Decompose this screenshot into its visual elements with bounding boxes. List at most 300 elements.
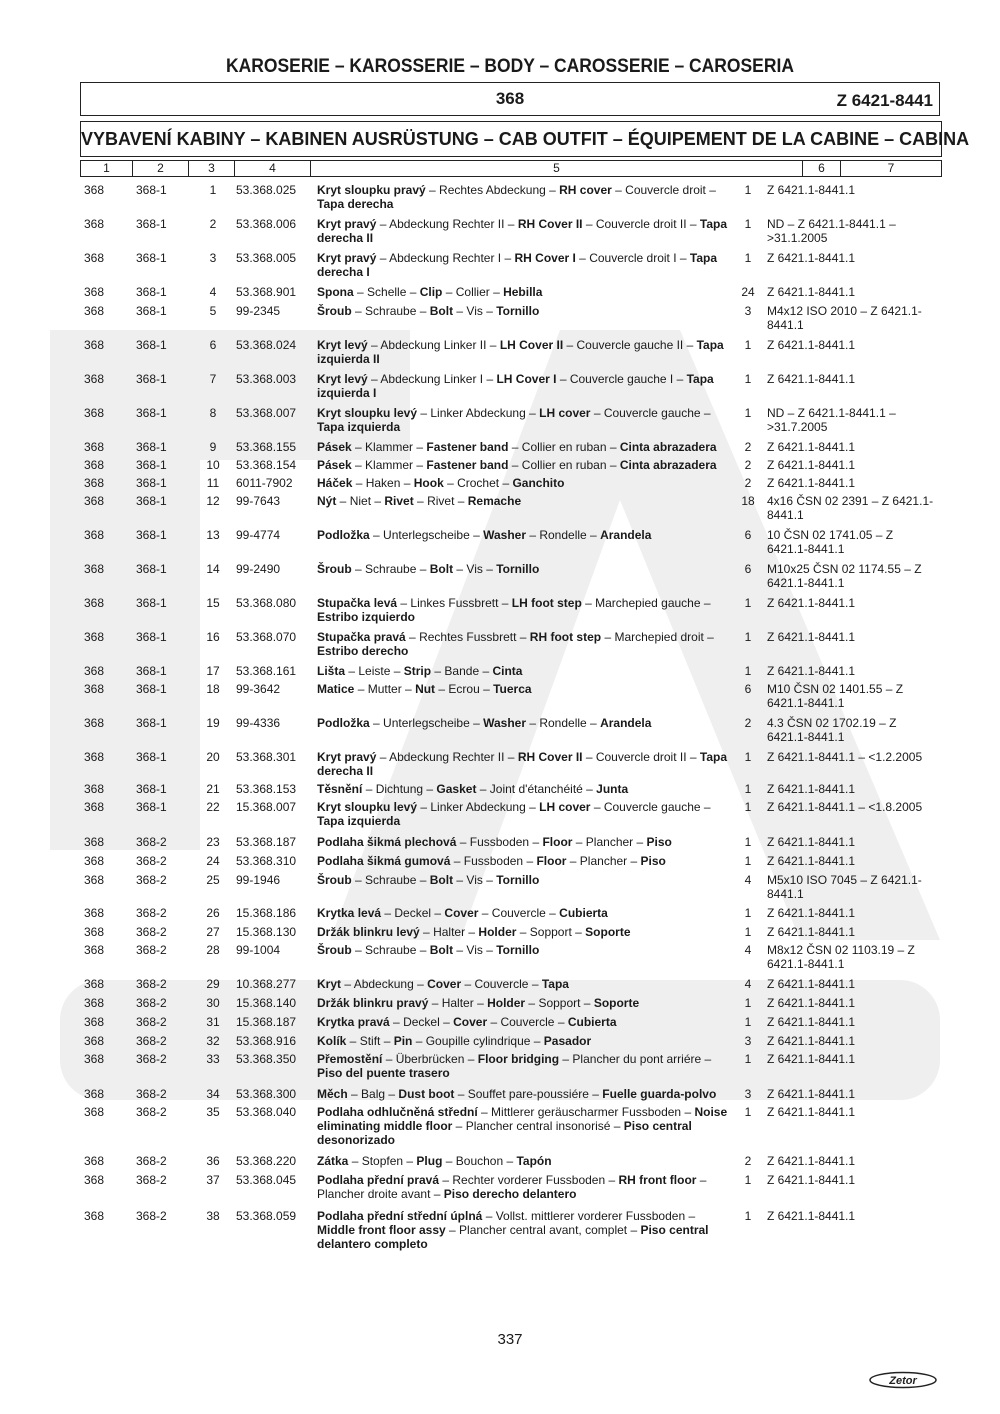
group-number: 368 (84, 1209, 105, 1223)
description-fr: Plancher (579, 854, 628, 868)
figure-number: 368-1 (136, 682, 167, 696)
description-fr: Ecrou (448, 682, 480, 696)
figure-number: 368-2 (136, 873, 167, 887)
description-en: RH Cover II (517, 750, 583, 764)
column-header: 3 (189, 161, 235, 176)
part-number: 53.368.005 (236, 251, 297, 265)
description-de: Balg (361, 1087, 386, 1101)
applicability-note: Z 6421.1-8441.1 (767, 1173, 856, 1187)
part-number: 53.368.045 (236, 1173, 297, 1187)
figure-number: 368-2 (136, 1209, 167, 1223)
figure-number: 368-1 (136, 664, 167, 678)
description-de: Stift (359, 1034, 381, 1048)
description-fr: Vis (466, 304, 483, 318)
part-description: Podlaha šikmá plechová – Fussboden – Floor – Plancher – Piso (317, 835, 672, 849)
description-en: Middle front floor assy (317, 1223, 446, 1237)
applicability-note: Z 6421.1-8441.1 (767, 338, 856, 352)
applicability-note: Z 6421.1-8441.1 (767, 1015, 856, 1029)
figure-number: 368-2 (136, 1034, 167, 1048)
part-number: 99-1004 (236, 943, 281, 957)
part-number: 99-4774 (236, 528, 281, 542)
part-description: Těsnění – Dichtung – Gasket – Joint d'étanchéité – Junta (317, 782, 629, 796)
group-number: 368 (84, 562, 105, 576)
part-description: Kryt sloupku pravý – Rechtes Abdeckung – RH cover – Couvercle droit – Tapa derecha (317, 183, 716, 211)
description-en: Washer (483, 528, 526, 542)
figure-number: 368-1 (136, 562, 167, 576)
description-es: Tapa derecha II (317, 750, 728, 778)
description-en: Cover (427, 977, 462, 991)
description-en: RH foot step (529, 630, 602, 644)
part-description: Podlaha přední střední úplná – Vollst. mittlerer vorderer Fussboden – Middle front floor assy – Plancher central avant, complet – Piso central delantero completo (317, 1209, 709, 1251)
description-cz: Kryt sloupku levý (317, 800, 418, 814)
applicability-note: Z 6421.1-8441.1 (767, 458, 856, 472)
group-number: 368 (84, 251, 105, 265)
description-de: Vollst. mittlerer vorderer Fussboden (495, 1209, 686, 1223)
quantity: 1 (744, 1015, 752, 1029)
description-cz: Krytka pravá (317, 1015, 390, 1029)
description-de: Mittlerer geräuscharmer Fussboden (491, 1105, 682, 1119)
description-fr: Couvercle (474, 977, 529, 991)
part-description: Pásek – Klammer – Fastener band – Collier en ruban – Cinta abrazadera (317, 458, 717, 472)
quantity: 18 (741, 494, 755, 508)
figure-number: 368-1 (136, 716, 167, 730)
description-en: Bolt (429, 304, 454, 318)
description-cz: Zátka (317, 1154, 349, 1168)
part-number: 53.368.161 (236, 664, 297, 678)
description-en: Bolt (429, 562, 454, 576)
position-number: 24 (206, 854, 220, 868)
description-fr: Marchepied droit (614, 630, 704, 644)
group-number: 368 (84, 458, 105, 472)
description-fr: Vis (466, 562, 483, 576)
description-cz: Měch (317, 1087, 348, 1101)
description-en: Fastener band (426, 458, 509, 472)
position-number: 4 (209, 285, 217, 299)
part-description: Kryt pravý – Abdeckung Rechter II – RH Cover II – Couvercle droit II – Tapa derecha II (317, 217, 728, 245)
description-de: Schraube (365, 873, 417, 887)
part-number: 53.368.155 (236, 440, 297, 454)
applicability-note: M5x10 ISO 7045 – Z 6421.1-8441.1 (767, 873, 922, 901)
description-de: Rechter vorderer Fussboden (452, 1173, 606, 1187)
description-es: Piso central delantero completo (317, 1223, 709, 1251)
part-description: Kolík – Stift – Pin – Goupille cylindrique – Pasador (317, 1034, 592, 1048)
position-number: 28 (206, 943, 220, 957)
part-number: 99-4336 (236, 716, 281, 730)
part-description: Stupačka pravá – Rechtes Fussbrett – RH foot step – Marchepied droit – Estribo derecho (317, 630, 714, 658)
part-description: Šroub – Schraube – Bolt – Vis – Tornillo (317, 304, 540, 318)
description-en: Bolt (429, 943, 454, 957)
description-en: Holder (487, 996, 526, 1010)
description-de: Fussboden (469, 835, 530, 849)
position-number: 35 (206, 1105, 220, 1119)
description-fr: Vis (466, 873, 483, 887)
quantity: 1 (744, 183, 752, 197)
description-fr: Rivet (427, 494, 455, 508)
figure-number: 368-1 (136, 750, 167, 764)
description-fr: Couvercle gauche II (576, 338, 684, 352)
description-cz: Podlaha přední střední úplná (317, 1209, 483, 1223)
description-de: Klammer (365, 440, 414, 454)
quantity: 1 (744, 854, 752, 868)
description-es: Piso (646, 835, 672, 849)
quantity: 6 (744, 562, 752, 576)
figure-number: 368-2 (136, 906, 167, 920)
description-de: Linker Abdeckung (430, 406, 526, 420)
position-number: 25 (206, 873, 220, 887)
figure-number: 368-1 (136, 440, 167, 454)
group-number: 368 (84, 906, 105, 920)
description-es: Soporte (593, 996, 640, 1010)
figure-number: 368-2 (136, 1087, 167, 1101)
description-cz: Pásek (317, 440, 352, 454)
applicability-note: Z 6421.1-8441.1 (767, 596, 856, 610)
part-description: Háček – Haken – Hook – Crochet – Ganchito (317, 476, 565, 490)
description-cz: Stupačka pravá (317, 630, 406, 644)
description-es: Tuerca (493, 682, 532, 696)
description-en: LH cover (539, 406, 591, 420)
applicability-note: Z 6421.1-8441.1 (767, 1034, 856, 1048)
position-number: 31 (206, 1015, 220, 1029)
model-code: Z 6421-8441 (836, 91, 933, 110)
description-es: Tornillo (496, 562, 540, 576)
description-en: Gasket (436, 782, 477, 796)
description-fr: Collier en ruban (521, 440, 607, 454)
applicability-note: Z 6421.1-8441.1 (767, 906, 856, 920)
group-number: 368 (84, 1087, 105, 1101)
group-number: 368 (84, 406, 105, 420)
position-number: 30 (206, 996, 220, 1010)
description-cz: Pásek (317, 458, 352, 472)
position-number: 21 (206, 782, 220, 796)
part-description: Zátka – Stopfen – Plug – Bouchon – Tapón (317, 1154, 552, 1168)
description-fr: Plancher central avant, complet (459, 1223, 628, 1237)
description-cz: Přemostění (317, 1052, 383, 1066)
description-de: Rechtes Fussbrett (419, 630, 517, 644)
position-number: 32 (206, 1034, 220, 1048)
position-number: 37 (206, 1173, 220, 1187)
applicability-note: ND – Z 6421.1-8441.1 – >31.7.2005 (767, 406, 896, 434)
group-number: 368 (84, 977, 105, 991)
figure-number: 368-2 (136, 996, 167, 1010)
description-es: Tapa izquierda (317, 814, 401, 828)
description-es: Tornillo (496, 304, 540, 318)
description-de: Abdeckung Linker I (380, 372, 484, 386)
position-number: 27 (206, 925, 220, 939)
group-number: 368 (84, 750, 105, 764)
description-de: Niet (349, 494, 372, 508)
group-number: 368 (84, 782, 105, 796)
applicability-note: Z 6421.1-8441.1 (767, 782, 856, 796)
description-es: Fuelle guarda-polvo (602, 1087, 717, 1101)
figure-number: 368-1 (136, 372, 167, 386)
description-cz: Spona (317, 285, 354, 299)
description-es: Ganchito (512, 476, 565, 490)
description-es: Tapa izquierda II (317, 338, 724, 366)
description-cz: Podlaha šikmá gumová (317, 854, 451, 868)
description-de: Leiste (358, 664, 391, 678)
applicability-note: ND – Z 6421.1-8441.1 – >31.1.2005 (767, 217, 896, 245)
quantity: 1 (744, 217, 752, 231)
description-cz: Kryt pravý (317, 750, 377, 764)
description-de: Abdeckung Rechter I (389, 251, 502, 265)
description-de: Abdeckung Linker II (380, 338, 487, 352)
part-description: Stupačka levá – Linkes Fussbrett – LH foot step – Marchepied gauche – Estribo izquierdo (317, 596, 711, 624)
description-en: Strip (403, 664, 432, 678)
group-number: 368 (84, 476, 105, 490)
quantity: 1 (744, 1173, 752, 1187)
description-es: Tapa derecha I (317, 251, 718, 279)
position-number: 3 (209, 251, 217, 265)
applicability-note: Z 6421.1-8441.1 (767, 1105, 856, 1119)
description-cz: Nýt (317, 494, 337, 508)
part-description: Držák blinkru pravý – Halter – Holder – Sopport – Soporte (317, 996, 640, 1010)
description-es: Cubierta (559, 906, 608, 920)
position-number: 9 (209, 440, 217, 454)
description-cz: Matice (317, 682, 355, 696)
description-cz: Kolík (317, 1034, 347, 1048)
applicability-note: Z 6421.1-8441.1 (767, 285, 856, 299)
figure-number: 368-2 (136, 943, 167, 957)
description-es: Arandela (600, 716, 652, 730)
description-de: Abdeckung (353, 977, 414, 991)
description-de: Unterlegscheibe (383, 716, 470, 730)
column-header-row (80, 160, 942, 177)
applicability-note: Z 6421.1-8441.1 (767, 476, 856, 490)
description-fr: Rondelle (539, 528, 587, 542)
applicability-note: Z 6421.1-8441.1 (767, 1209, 856, 1223)
description-fr: Couvercle droit I (589, 251, 677, 265)
part-description: Kryt – Abdeckung – Cover – Couvercle – Tapa (317, 977, 569, 991)
description-en: LH Cover I (496, 372, 557, 386)
description-fr: Plancher central insonorisé (465, 1119, 611, 1133)
description-fr: Joint d'étanchéité (489, 782, 583, 796)
position-number: 26 (206, 906, 220, 920)
description-fr: Vis (466, 943, 483, 957)
description-es: Tapa derecha (317, 197, 394, 211)
description-es: Remache (467, 494, 522, 508)
quantity: 1 (744, 251, 752, 265)
description-fr: Couvercle gauche (603, 800, 701, 814)
applicability-note: Z 6421.1-8441.1 (767, 372, 856, 386)
description-cz: Podložka (317, 716, 370, 730)
applicability-note: Z 6421.1-8441.1 (767, 925, 856, 939)
figure-number: 368-1 (136, 217, 167, 231)
description-en: Noise eliminating middle floor (317, 1105, 728, 1133)
figure-number: 368-2 (136, 835, 167, 849)
part-description: Kryt levý – Abdeckung Linker I – LH Cover I – Couvercle gauche I – Tapa izquierda I (317, 372, 714, 400)
group-number: 368 (84, 1052, 105, 1066)
group-number: 368 (84, 682, 105, 696)
part-number: 53.368.901 (236, 285, 297, 299)
description-es: Tapón (516, 1154, 552, 1168)
description-fr: Marchepied gauche (595, 596, 701, 610)
description-cz: Stupačka levá (317, 596, 398, 610)
description-es: Tornillo (496, 873, 540, 887)
description-es: Estribo derecho (317, 644, 409, 658)
description-es: Piso derecho delantero (443, 1187, 577, 1201)
part-number: 99-2345 (236, 304, 281, 318)
description-de: Schraube (365, 562, 417, 576)
quantity: 4 (744, 977, 752, 991)
description-cz: Podlaha šikmá plechová (317, 835, 457, 849)
figure-number: 368-1 (136, 800, 167, 814)
description-cz: Kryt pravý (317, 217, 377, 231)
description-cz: Kryt levý (317, 338, 368, 352)
description-en: RH front floor (618, 1173, 697, 1187)
position-number: 34 (206, 1087, 220, 1101)
applicability-note: Z 6421.1-8441.1 – <1.2.2005 (767, 750, 923, 764)
applicability-note: Z 6421.1-8441.1 (767, 1154, 856, 1168)
part-description: Pásek – Klammer – Fastener band – Collier en ruban – Cinta abrazadera (317, 440, 717, 454)
part-number: 15.368.140 (236, 996, 297, 1010)
quantity: 1 (744, 1209, 752, 1223)
part-number: 53.368.024 (236, 338, 297, 352)
figure-number: 368-1 (136, 476, 167, 490)
figure-number: 368-2 (136, 1173, 167, 1187)
description-cz: Lišta (317, 664, 346, 678)
part-number: 15.368.007 (236, 800, 297, 814)
quantity: 2 (744, 716, 752, 730)
description-en: LH foot step (511, 596, 582, 610)
quantity: 1 (744, 596, 752, 610)
part-description: Šroub – Schraube – Bolt – Vis – Tornillo (317, 873, 540, 887)
description-en: Rivet (384, 494, 414, 508)
description-de: Überbrücken (395, 1052, 465, 1066)
figure-number: 368-2 (136, 1105, 167, 1119)
quantity: 1 (744, 372, 752, 386)
position-number: 15 (206, 596, 220, 610)
applicability-note: Z 6421.1-8441.1 (767, 1052, 856, 1066)
figure-number: 368-1 (136, 630, 167, 644)
description-en: Pin (393, 1034, 413, 1048)
figure-number: 368-2 (136, 977, 167, 991)
description-fr: Rondelle (539, 716, 587, 730)
column-header: 4 (235, 161, 311, 176)
description-es: Piso del puente trasero (317, 1066, 450, 1080)
description-de: Linker Abdeckung (430, 800, 526, 814)
position-number: 13 (206, 528, 220, 542)
figure-number: 368-1 (136, 406, 167, 420)
part-number: 53.368.040 (236, 1105, 297, 1119)
description-cz: Podlaha přední pravá (317, 1173, 440, 1187)
figure-number: 368-1 (136, 782, 167, 796)
description-fr: Couvercle gauche (603, 406, 701, 420)
description-en: RH cover (559, 183, 612, 197)
part-number: 53.368.025 (236, 183, 297, 197)
position-number: 18 (206, 682, 220, 696)
group-number: 368 (84, 943, 105, 957)
description-fr: Couvercle droit (625, 183, 706, 197)
description-de: Rechtes Abdeckung (439, 183, 546, 197)
description-de: Mutter (367, 682, 402, 696)
part-number: 99-2490 (236, 562, 281, 576)
description-en: Hook (413, 476, 444, 490)
quantity: 3 (744, 1034, 752, 1048)
description-fr: Sopport (538, 996, 581, 1010)
description-fr: Plancher du pont arriére (572, 1052, 702, 1066)
description-fr: Collier (455, 285, 490, 299)
position-number: 12 (206, 494, 220, 508)
column-header: 2 (133, 161, 189, 176)
description-cz: Šroub (317, 562, 352, 576)
position-number: 5 (209, 304, 217, 318)
quantity: 4 (744, 873, 752, 887)
description-fr: Crochet (457, 476, 500, 490)
quantity: 1 (744, 800, 752, 814)
description-es: Pasador (543, 1034, 592, 1048)
applicability-note: M8x12 ČSN 02 1103.19 – Z 6421.1-8441.1 (767, 943, 915, 971)
description-es: Cinta abrazadera (619, 458, 717, 472)
applicability-note: 4.3 ČSN 02 1702.19 – Z 6421.1-8441.1 (767, 716, 897, 744)
group-number: 368 (84, 1015, 105, 1029)
description-es: Cubierta (567, 1015, 617, 1029)
applicability-note: Z 6421.1-8441.1 (767, 835, 856, 849)
group-number: 368 (84, 217, 105, 231)
description-cz: Krytka levá (317, 906, 382, 920)
part-description: Spona – Schelle – Clip – Collier – Hebilla (317, 285, 543, 299)
quantity: 1 (744, 782, 752, 796)
applicability-note: M4x12 ISO 2010 – Z 6421.1-8441.1 (767, 304, 922, 332)
applicability-note: Z 6421.1-8441.1 (767, 630, 856, 644)
applicability-note: Z 6421.1-8441.1 (767, 1087, 856, 1101)
group-number: 368 (84, 1154, 105, 1168)
quantity: 1 (744, 338, 752, 352)
description-fr: Sopport (529, 925, 572, 939)
description-de: Schelle (367, 285, 407, 299)
group-number: 368 (84, 596, 105, 610)
description-cz: Podložka (317, 528, 370, 542)
description-en: RH Cover I (514, 251, 576, 265)
description-es: Tapa izquierda I (317, 372, 714, 400)
description-cz: Šroub (317, 873, 352, 887)
group-number: 368 (84, 716, 105, 730)
quantity: 6 (744, 682, 752, 696)
subtitle-box (80, 121, 970, 157)
applicability-note: Z 6421.1-8441.1 (767, 854, 856, 868)
applicability-note: Z 6421.1-8441.1 (767, 977, 856, 991)
applicability-note: Z 6421.1-8441.1 (767, 440, 856, 454)
position-number: 2 (209, 217, 217, 231)
part-number: 53.368.059 (236, 1209, 297, 1223)
part-description: Šroub – Schraube – Bolt – Vis – Tornillo (317, 562, 540, 576)
column-header: 5 (311, 161, 803, 176)
part-number: 53.368.310 (236, 854, 297, 868)
description-de: Halter (441, 996, 474, 1010)
description-fr: Collier en ruban (521, 458, 607, 472)
description-en: Dust boot (398, 1087, 455, 1101)
position-number: 16 (206, 630, 220, 644)
position-number: 1 (209, 183, 217, 197)
group-number: 368 (84, 854, 105, 868)
quantity: 1 (744, 996, 752, 1010)
description-en: Washer (483, 716, 526, 730)
description-cz: Držák blinkru pravý (317, 996, 429, 1010)
column-header: 6 (803, 161, 841, 176)
description-de: Dichtung (375, 782, 424, 796)
group-number: 368 (84, 664, 105, 678)
part-description: Nýt – Niet – Rivet – Rivet – Remache (317, 494, 522, 508)
group-number: 368 (84, 835, 105, 849)
part-number: 15.368.130 (236, 925, 297, 939)
description-fr: Souffet pare-poussiére (467, 1087, 589, 1101)
position-number: 6 (209, 338, 217, 352)
figure-number: 368-1 (136, 183, 167, 197)
part-number: 99-7643 (236, 494, 281, 508)
description-en: Floor (542, 835, 573, 849)
description-fr: Couvercle droit II (595, 217, 687, 231)
part-number: 53.368.300 (236, 1087, 297, 1101)
part-description: Podlaha šikmá gumová – Fussboden – Floor – Plancher – Piso (317, 854, 666, 868)
